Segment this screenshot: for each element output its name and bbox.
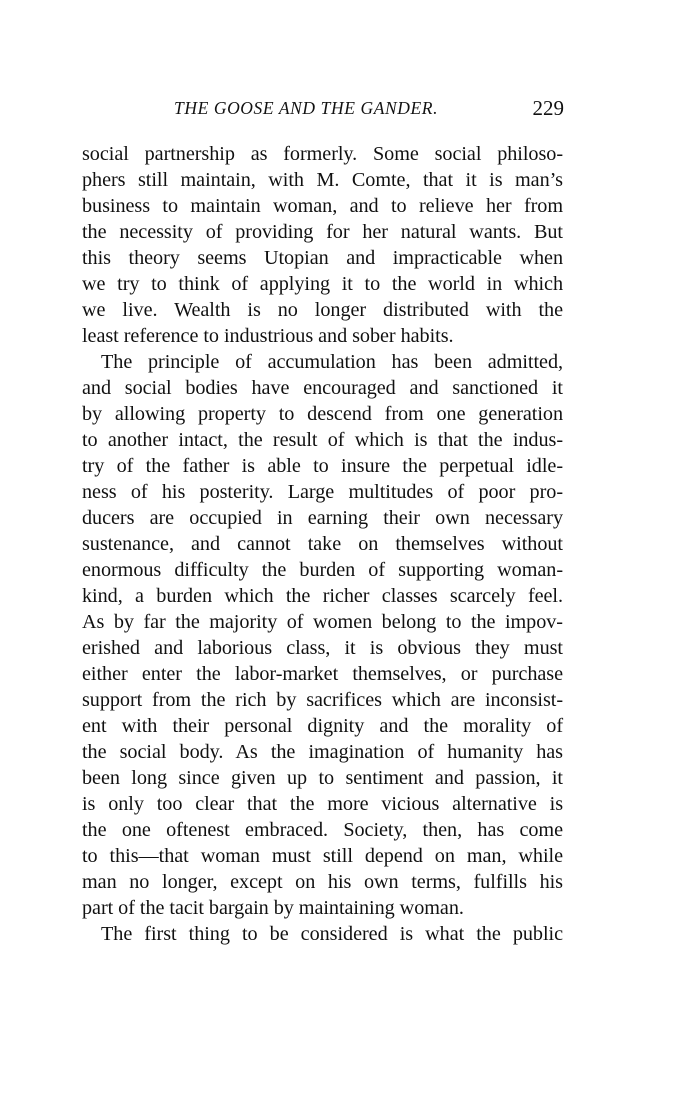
text-line: to this—that woman must still depend on man, while <box>82 845 563 867</box>
text-line: either enter the labor-market themselves, or purchase <box>82 663 563 685</box>
text-line: support from the rich by sacrifices which are inconsist- <box>82 689 563 711</box>
text-line: enormous difficulty the burden of supporting woman- <box>82 559 563 581</box>
text-line: sustenance, and cannot take on themselves without <box>82 533 563 555</box>
text-line: the social body. As the imagination of humanity has <box>82 741 563 763</box>
text-line: least reference to industrious and sober habits. <box>82 325 454 347</box>
text-line: by allowing property to descend from one generation <box>82 403 563 425</box>
text-line: ness of his posterity. Large multitudes of poor pro- <box>82 481 563 503</box>
text-line: to another intact, the result of which is that the indus- <box>82 429 563 451</box>
text-line: part of the tacit bargain by maintaining woman. <box>82 897 464 919</box>
text-line: we live. Wealth is no longer distributed with the <box>82 299 563 321</box>
text-line: kind, a burden which the richer classes scarcely feel. <box>82 585 563 607</box>
text-line: the one oftenest embraced. Society, then, has come <box>82 819 563 841</box>
text-line: social partnership as formerly. Some social philoso- <box>82 143 563 165</box>
body-text <box>82 141 563 947</box>
text-line: phers still maintain, with M. Comte, that it is man’s <box>82 169 563 191</box>
text-line: ent with their personal dignity and the morality of <box>82 715 563 737</box>
paragraph-first-line: The principle of accumulation has been admitted, <box>101 351 563 373</box>
text-line: erished and laborious class, it is obvious they must <box>82 637 563 659</box>
text-line: As by far the majority of women belong to the impov- <box>82 611 563 633</box>
text-line: the necessity of providing for her natural wants. But <box>82 221 563 243</box>
text-line: man no longer, except on his own terms, fulfills his <box>82 871 563 893</box>
text-line: business to maintain woman, and to relieve her from <box>82 195 563 217</box>
text-line: we try to think of applying it to the world in which <box>82 273 563 295</box>
text-line: and social bodies have encouraged and sanctioned it <box>82 377 563 399</box>
text-line: this theory seems Utopian and impracticable when <box>82 247 563 269</box>
text-line: is only too clear that the more vicious alternative is <box>82 793 563 815</box>
text-line: try of the father is able to insure the perpetual idle- <box>82 455 563 477</box>
text-line: ducers are occupied in earning their own necessary <box>82 507 563 529</box>
running-title: THE GOOSE AND THE GANDER. <box>174 98 439 118</box>
text-line: been long since given up to sentiment and passion, it <box>82 767 563 789</box>
paragraph-first-line: The first thing to be considered is what the public <box>101 923 563 945</box>
running-head <box>82 93 564 123</box>
page-number: 229 <box>532 96 564 120</box>
